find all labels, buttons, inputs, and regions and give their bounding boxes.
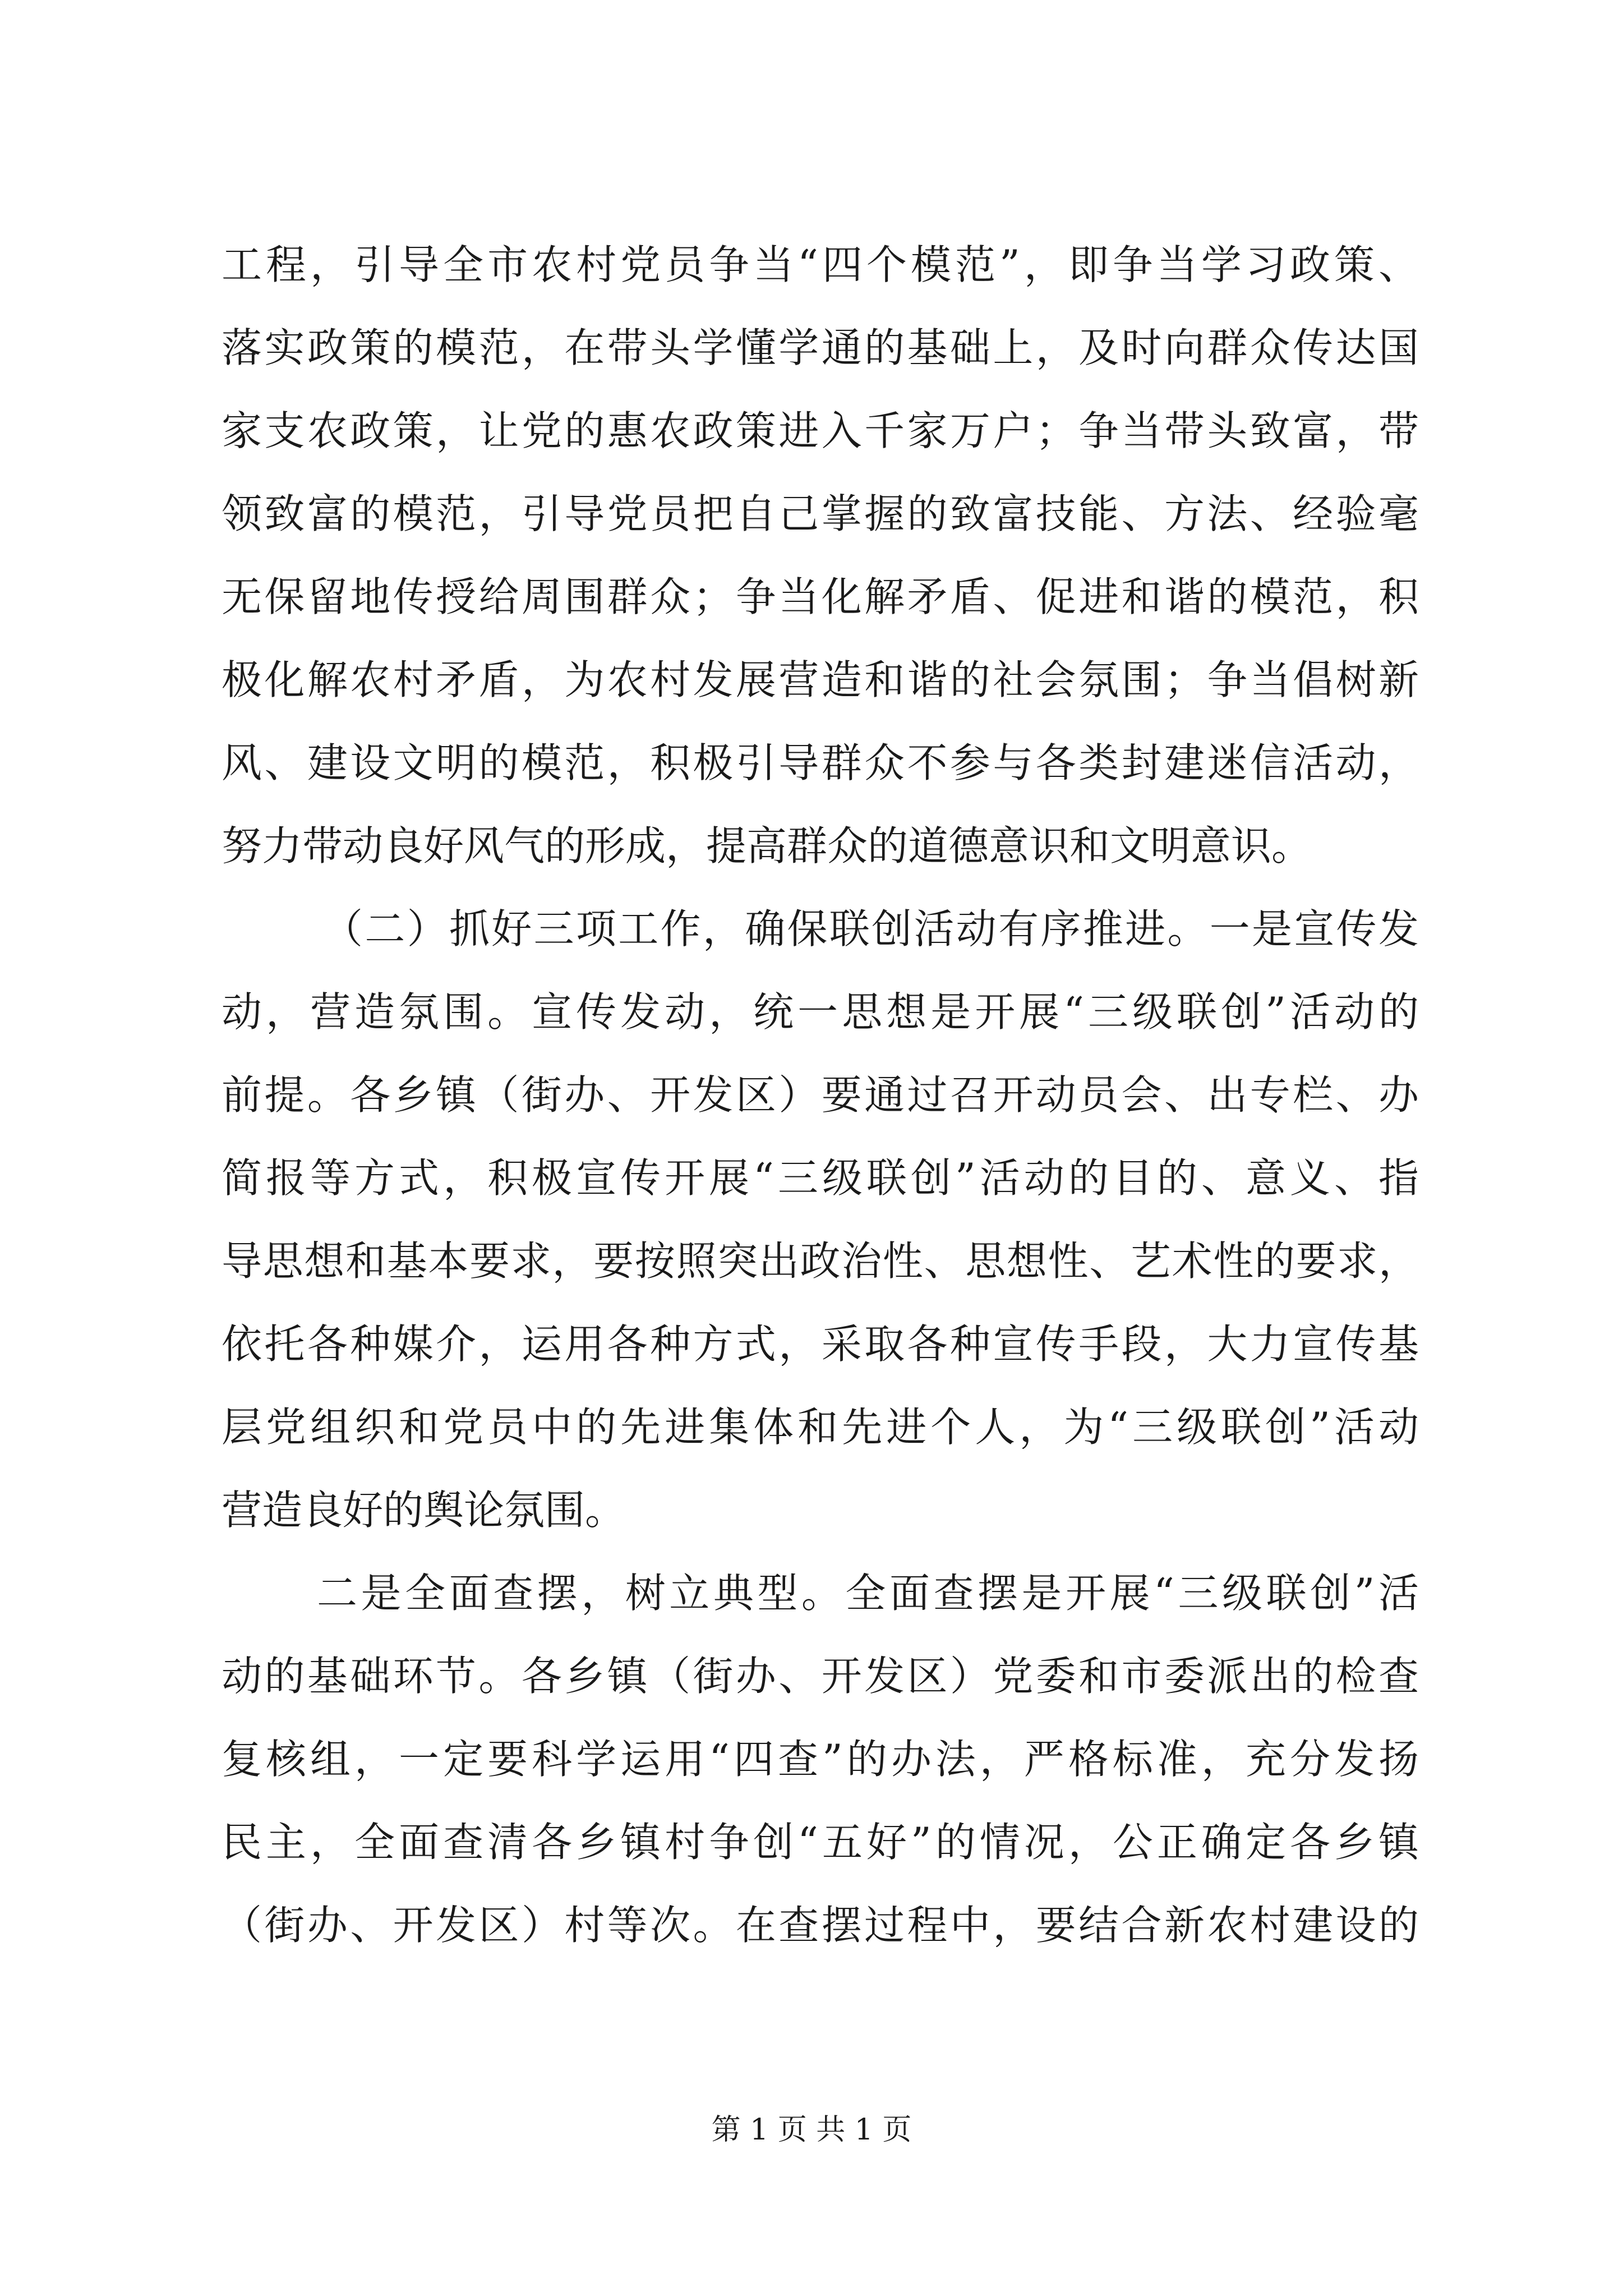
text-line: 无保留地传授给周围群众；争当化解矛盾、促进和谐的模范，积 — [222, 573, 1419, 620]
page-number-footer: 第 1 页 共 1 页 — [711, 2113, 912, 2147]
text-line: 导思想和基本要求，要按照突出政治性、思想性、艺术性的要求， — [222, 1237, 1419, 1285]
text-line: 层党组织和党员中的先进集体和先进个人，为“三级联创”活动 — [222, 1404, 1419, 1451]
text-line: 动的基础环节。各乡镇（街办、开发区）党委和市委派出的检查 — [222, 1653, 1419, 1700]
text-line: 简报等方式，积极宣传开展“三级联创”活动的目的、意义、指 — [222, 1154, 1419, 1202]
text-line: 民主，全面查清各乡镇村争创“五好”的情况，公正确定各乡镇 — [222, 1819, 1419, 1866]
text-line: （街办、开发区）村等次。在查摆过程中，要结合新农村建设的 — [222, 1902, 1419, 1949]
text-line: 前提。各乡镇（街办、开发区）要通过召开动员会、出专栏、办 — [222, 1071, 1419, 1119]
body-text — [222, 223, 1419, 1967]
text-line: 复核组，一定要科学运用“四查”的办法，严格标准，充分发扬 — [222, 1736, 1419, 1783]
text-line: 动，营造氛围。宣传发动，统一思想是开展“三级联创”活动的 — [222, 988, 1419, 1036]
text-line: 风、建设文明的模范，积极引导群众不参与各类封建迷信活动， — [222, 739, 1419, 786]
text-line: 家支农政策，让党的惠农政策进入千家万户；争当带头致富，带 — [222, 407, 1419, 454]
text-line: （二）抓好三项工作，确保联创活动有序推进。一是宣传发 — [322, 905, 1419, 953]
text-line: 营造良好的舆论氛围。 — [222, 1487, 626, 1534]
text-line: 努力带动良好风气的形成，提高群众的道德意识和文明意识。 — [222, 822, 1312, 869]
text-line: 极化解农村矛盾，为农村发展营造和谐的社会氛围；争当倡树新 — [222, 656, 1419, 703]
text-line: 领致富的模范，引导党员把自己掌握的致富技能、方法、经验毫 — [222, 490, 1419, 537]
text-line: 二是全面查摆，树立典型。全面查摆是开展“三级联创”活 — [317, 1570, 1419, 1617]
text-line: 落实政策的模范，在带头学懂学通的基础上，及时向群众传达国 — [222, 324, 1419, 371]
text-line: 依托各种媒介，运用各种方式，采取各种宣传手段，大力宣传基 — [222, 1320, 1419, 1368]
text-line: 工程，引导全市农村党员争当“四个模范”，即争当学习政策、 — [222, 241, 1419, 288]
